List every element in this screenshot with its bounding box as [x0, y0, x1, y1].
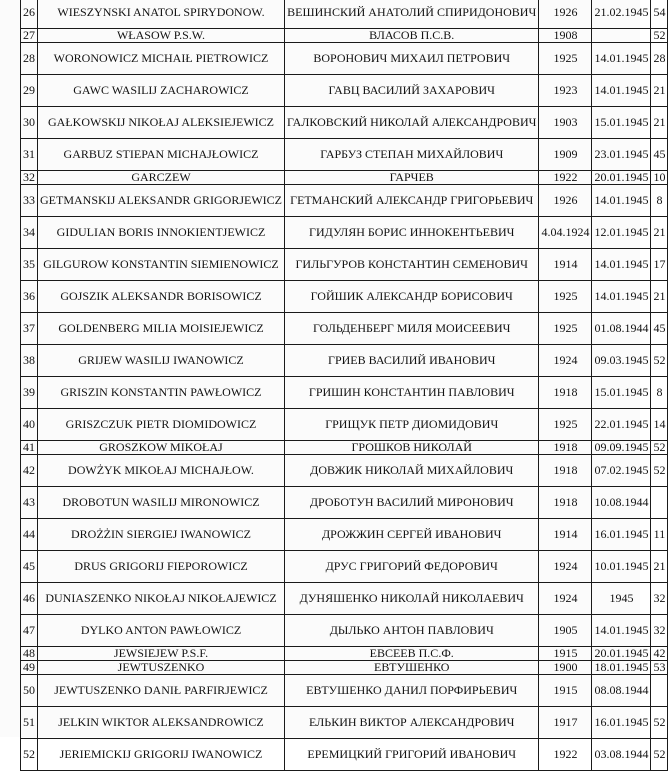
table-row [21, 313, 668, 345]
table-row [21, 519, 668, 551]
name-cyrillic: ДРОБОТУН ВАСИЛИЙ МИРОНОВИЧ [285, 487, 539, 519]
row-number: 33 [21, 185, 38, 217]
name-latin: JEWSIEJEW P.S.F. [38, 647, 285, 661]
grave-number: 45 [651, 139, 668, 171]
death-date: 14.01.1945 [592, 615, 651, 647]
name-cyrillic: ГРОШКОВ НИКОЛАЙ [285, 441, 539, 455]
birth-year: 1900 [539, 661, 592, 675]
name-cyrillic: ГРИЩУК ПЕТР ДИОМИДОВИЧ [285, 409, 539, 441]
name-cyrillic: ГРИЕВ ВАСИЛИЙ ИВАНОВИЧ [285, 345, 539, 377]
table-row [21, 455, 668, 487]
table-row [21, 281, 668, 313]
birth-year: 1924 [539, 583, 592, 615]
row-number: 46 [21, 583, 38, 615]
row-number: 49 [21, 661, 38, 675]
birth-year: 1918 [539, 455, 592, 487]
row-number: 41 [21, 441, 38, 455]
name-cyrillic: ДЫЛЬКО АНТОН ПАВЛОВИЧ [285, 615, 539, 647]
name-cyrillic: ГИДУЛЯН БОРИС ИННОКЕНТЬЕВИЧ [285, 217, 539, 249]
death-date: 18.01.1945 [592, 661, 651, 675]
grave-number: 10 [651, 171, 668, 185]
grave-number: 52 [651, 707, 668, 739]
row-number: 29 [21, 75, 38, 107]
registry-body [21, 0, 668, 771]
row-number: 30 [21, 107, 38, 139]
grave-number: 21 [651, 551, 668, 583]
table-row [21, 441, 668, 455]
grave-number: 8 [651, 185, 668, 217]
birth-year: 4.04.1924 [539, 217, 592, 249]
birth-year: 1922 [539, 171, 592, 185]
name-cyrillic: ЕРЕМИЦКИЙ ГРИГОРИЙ ИВАНОВИЧ [285, 739, 539, 771]
death-date: 14.01.1945 [592, 249, 651, 281]
row-number: 42 [21, 455, 38, 487]
name-latin: GRISZCZUK PIETR DIOMIDOWICZ [38, 409, 285, 441]
name-cyrillic: ГОЛЬДЕНБЕРГ МИЛЯ МОИСЕЕВИЧ [285, 313, 539, 345]
birth-year: 1923 [539, 75, 592, 107]
row-number: 52 [21, 739, 38, 771]
name-latin: GIDULIAN BORIS INNOKIENTJEWICZ [38, 217, 285, 249]
grave-number: 52 [651, 345, 668, 377]
grave-number: 8 [651, 377, 668, 409]
table-row [21, 661, 668, 675]
birth-year: 1922 [539, 739, 592, 771]
birth-year: 1926 [539, 0, 592, 29]
name-latin: DOWŻYK MIKOŁAJ MICHAJŁOW. [38, 455, 285, 487]
name-cyrillic: ГОЙШИК АЛЕКСАНДР БОРИСОВИЧ [285, 281, 539, 313]
table-row [21, 739, 668, 771]
death-date: 09.03.1945 [592, 345, 651, 377]
death-date: 07.02.1945 [592, 455, 651, 487]
death-date: 21.02.1945 [592, 0, 651, 29]
birth-year: 1926 [539, 185, 592, 217]
name-cyrillic: ДУНЯШЕНКО НИКОЛАЙ НИКОЛАЕВИЧ [285, 583, 539, 615]
death-date: 03.08.1944 [592, 739, 651, 771]
death-date: 15.01.1945 [592, 107, 651, 139]
death-date: 16.01.1945 [592, 707, 651, 739]
name-latin: DYLKO ANTON PAWŁOWICZ [38, 615, 285, 647]
name-latin: DUNIASZENKO NIKOŁAJ NIKOŁAJEWICZ [38, 583, 285, 615]
name-latin: GAŁKOWSKIJ NIKOŁAJ ALEKSIEJEWICZ [38, 107, 285, 139]
birth-year: 1925 [539, 313, 592, 345]
grave-number: 21 [651, 217, 668, 249]
birth-year: 1924 [539, 345, 592, 377]
name-cyrillic: ГРИШИН КОНСТАНТИН ПАВЛОВИЧ [285, 377, 539, 409]
death-date: 14.01.1945 [592, 75, 651, 107]
birth-year: 1918 [539, 441, 592, 455]
name-cyrillic: ГАРБУЗ СТЕПАН МИХАЙЛОВИЧ [285, 139, 539, 171]
name-latin: GETMANSKIJ ALEKSANDR GRIGORJEWICZ [38, 185, 285, 217]
row-number: 51 [21, 707, 38, 739]
name-latin: GILGUROW KONSTANTIN SIEMIENOWICZ [38, 249, 285, 281]
table-row [21, 217, 668, 249]
table-row [21, 551, 668, 583]
death-date: 10.08.1944 [592, 487, 651, 519]
table-row [21, 707, 668, 739]
name-latin: GARBUZ STIEPAN MICHAJŁOWICZ [38, 139, 285, 171]
name-cyrillic: ДРОЖЖИН СЕРГЕЙ ИВАНОВИЧ [285, 519, 539, 551]
birth-year: 1903 [539, 107, 592, 139]
name-cyrillic: ГИЛЬГУРОВ КОНСТАНТИН СЕМЕНОВИЧ [285, 249, 539, 281]
birth-year: 1909 [539, 139, 592, 171]
name-cyrillic: ДОВЖИК НИКОЛАЙ МИХАЙЛОВИЧ [285, 455, 539, 487]
row-number: 31 [21, 139, 38, 171]
name-latin: GRIJEW WASILIJ IWANOWICZ [38, 345, 285, 377]
name-cyrillic: ГЕТМАНСКИЙ АЛЕКСАНДР ГРИГОРЬЕВИЧ [285, 185, 539, 217]
name-latin: DROBOTUN WASILIJ MIRONOWICZ [38, 487, 285, 519]
grave-number: 42 [651, 647, 668, 661]
death-date: 20.01.1945 [592, 171, 651, 185]
birth-year: 1925 [539, 409, 592, 441]
grave-number: 14 [651, 409, 668, 441]
table-row [21, 615, 668, 647]
name-cyrillic: ВОРОНОВИЧ МИХАИЛ ПЕТРОВИЧ [285, 43, 539, 75]
grave-number: 21 [651, 107, 668, 139]
name-latin: GROSZKOW MIKOŁAJ [38, 441, 285, 455]
table-row [21, 409, 668, 441]
row-number: 32 [21, 171, 38, 185]
grave-number: 52 [651, 441, 668, 455]
death-date: 15.01.1945 [592, 377, 651, 409]
row-number: 35 [21, 249, 38, 281]
grave-number: 21 [651, 281, 668, 313]
grave-number: 17 [651, 249, 668, 281]
death-date: 22.01.1945 [592, 409, 651, 441]
name-latin: WŁASOW P.S.W. [38, 29, 285, 43]
row-number: 47 [21, 615, 38, 647]
name-latin: JEWTUSZENKO DANIŁ PARFIRJEWICZ [38, 675, 285, 707]
name-cyrillic: ГАВЦ ВАСИЛИЙ ЗАХАРОВИЧ [285, 75, 539, 107]
name-latin: JERIEMICKIJ GRIGORIJ IWANOWICZ [38, 739, 285, 771]
grave-number: 52 [651, 455, 668, 487]
row-number: 44 [21, 519, 38, 551]
birth-year: 1914 [539, 519, 592, 551]
death-date: 23.01.1945 [592, 139, 651, 171]
birth-year: 1908 [539, 29, 592, 43]
name-latin: DRUS GRIGORIJ FIEPOROWICZ [38, 551, 285, 583]
death-date [592, 29, 651, 43]
row-number: 48 [21, 647, 38, 661]
row-number: 28 [21, 43, 38, 75]
death-date: 09.09.1945 [592, 441, 651, 455]
table-row [21, 75, 668, 107]
grave-number: 54 [651, 0, 668, 29]
death-date: 14.01.1945 [592, 281, 651, 313]
row-number: 27 [21, 29, 38, 43]
death-date: 12.01.1945 [592, 217, 651, 249]
table-row [21, 583, 668, 615]
name-cyrillic: ВЛАСОВ П.С.В. [285, 29, 539, 43]
table-row [21, 377, 668, 409]
table-row [21, 345, 668, 377]
grave-number: 32 [651, 615, 668, 647]
name-latin: GOJSZIK ALEKSANDR BORISOWICZ [38, 281, 285, 313]
name-cyrillic: ВЕШИНСКИЙ АНАТОЛИЙ СПИРИДОНОВИЧ [285, 0, 539, 29]
name-cyrillic: ГАЛКОВСКИЙ НИКОЛАЙ АЛЕКСАНДРОВИЧ [285, 107, 539, 139]
table-row [21, 185, 668, 217]
death-date: 20.01.1945 [592, 647, 651, 661]
table-row [21, 43, 668, 75]
row-number: 39 [21, 377, 38, 409]
death-date: 16.01.1945 [592, 519, 651, 551]
name-cyrillic: ЕЛЬКИН ВИКТОР АЛЕКСАНДРОВИЧ [285, 707, 539, 739]
name-latin: GAWC WASILIJ ZACHAROWICZ [38, 75, 285, 107]
name-latin: JELKIN WIKTOR ALEKSANDROWICZ [38, 707, 285, 739]
grave-number: 52 [651, 29, 668, 43]
table-row [21, 171, 668, 185]
death-date: 1945 [592, 583, 651, 615]
grave-number: 52 [651, 739, 668, 771]
row-number: 37 [21, 313, 38, 345]
name-latin: GRISZIN KONSTANTIN PAWŁOWICZ [38, 377, 285, 409]
birth-year: 1914 [539, 249, 592, 281]
name-cyrillic: ГАРЧЕВ [285, 171, 539, 185]
row-number: 38 [21, 345, 38, 377]
table-row [21, 107, 668, 139]
row-number: 36 [21, 281, 38, 313]
birth-year: 1925 [539, 43, 592, 75]
row-number: 34 [21, 217, 38, 249]
name-latin: JEWTUSZENKO [38, 661, 285, 675]
row-number: 43 [21, 487, 38, 519]
birth-year: 1918 [539, 377, 592, 409]
name-latin: WIESZYNSKI ANATOL SPIRYDONOW. [38, 0, 285, 29]
grave-number: 21 [651, 75, 668, 107]
grave-number [651, 675, 668, 707]
name-latin: WORONOWICZ MICHAIŁ PIETROWICZ [38, 43, 285, 75]
burial-registry-table [20, 0, 668, 771]
table-row [21, 675, 668, 707]
grave-number: 28 [651, 43, 668, 75]
birth-year: 1925 [539, 281, 592, 313]
name-cyrillic: ЕВТУШЕНКО [285, 661, 539, 675]
table-row [21, 647, 668, 661]
grave-number: 32 [651, 583, 668, 615]
birth-year: 1905 [539, 615, 592, 647]
birth-year: 1915 [539, 647, 592, 661]
row-number: 50 [21, 675, 38, 707]
death-date: 14.01.1945 [592, 43, 651, 75]
grave-number: 45 [651, 313, 668, 345]
table-row [21, 487, 668, 519]
table-row [21, 29, 668, 43]
grave-number [651, 487, 668, 519]
birth-year: 1915 [539, 675, 592, 707]
death-date: 10.01.1945 [592, 551, 651, 583]
row-number: 26 [21, 0, 38, 29]
death-date: 14.01.1945 [592, 185, 651, 217]
name-latin: GARCZEW [38, 171, 285, 185]
row-number: 40 [21, 409, 38, 441]
name-latin: DROŻŻIN SIERGIEJ IWANOWICZ [38, 519, 285, 551]
table-row [21, 0, 668, 29]
death-date: 08.08.1944 [592, 675, 651, 707]
birth-year: 1917 [539, 707, 592, 739]
table-row [21, 139, 668, 171]
name-latin: GOLDENBERG MILIA MOISIEJEWICZ [38, 313, 285, 345]
table-row [21, 249, 668, 281]
birth-year: 1924 [539, 551, 592, 583]
name-cyrillic: ДРУС ГРИГОРИЙ ФЕДОРОВИЧ [285, 551, 539, 583]
row-number: 45 [21, 551, 38, 583]
death-date: 01.08.1944 [592, 313, 651, 345]
grave-number: 53 [651, 661, 668, 675]
name-cyrillic: ЕВТУШЕНКО ДАНИЛ ПОРФИРЬЕВИЧ [285, 675, 539, 707]
grave-number: 11 [651, 519, 668, 551]
birth-year: 1918 [539, 487, 592, 519]
name-cyrillic: ЕВСЕЕВ П.С.Ф. [285, 647, 539, 661]
